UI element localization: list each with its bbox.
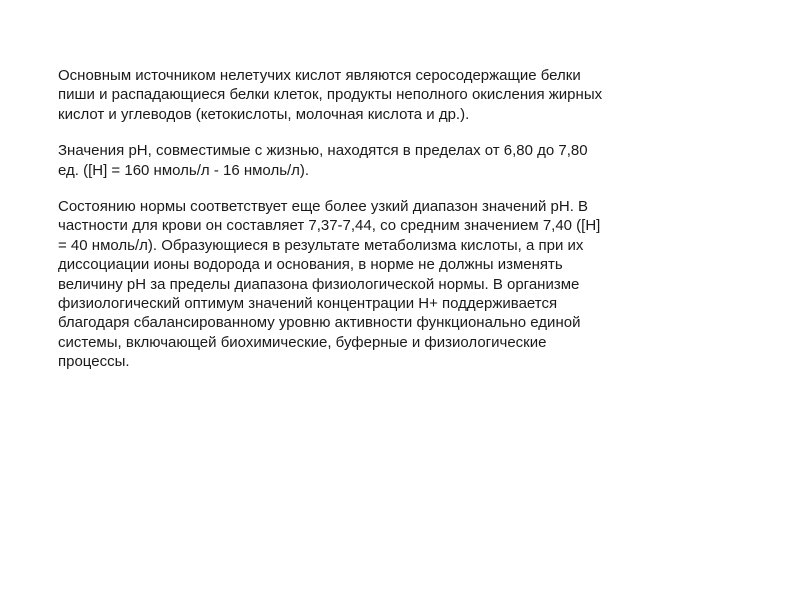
- text-line: процессы.: [58, 353, 130, 371]
- text-line: пиши и распадающиеся белки клеток, продукты неполного окисления жирных: [58, 86, 603, 104]
- text-line: физиологический оптимум значений концентрации Н+ поддерживается: [58, 295, 558, 313]
- text-line: = 40 нмоль/л). Образующиеся в результате метаболизма кислоты, а при их: [58, 236, 584, 254]
- slide-text-body: [58, 66, 738, 372]
- paragraph-nonvolatile-acids: [58, 66, 738, 124]
- text-line: кислот и углеводов (кетокислоты, молочная кислота и др.).: [58, 105, 470, 123]
- paragraph-normal-state: [58, 197, 738, 372]
- text-line: диссоциации ионы водорода и основания, в норме не должны изменять: [58, 256, 563, 274]
- paragraph-ph-range: [58, 141, 738, 180]
- text-line: Состоянию нормы соответствует еще более узкий диапазон значений рН. В: [58, 198, 589, 216]
- text-line: Основным источником нелетучих кислот являются серосодержащие белки: [58, 67, 581, 84]
- text-line: ед. ([Н] = 160 нмоль/л - 16 нмоль/л).: [58, 161, 310, 179]
- text-line: частности для крови он составляет 7,37-7,44, со средним значением 7,40 ([Н]: [58, 217, 601, 235]
- paragraph-spacer: [58, 124, 738, 141]
- text-line: благодаря сбалансированному уровню активности функционально единой: [58, 314, 581, 332]
- paragraph-spacer: [58, 180, 738, 197]
- text-line: системы, включающей биохимические, буферные и физиологические: [58, 333, 547, 351]
- text-line: Значения рН, совместимые с жизнью, находятся в пределах от 6,80 до 7,80: [58, 142, 588, 160]
- text-line: величину рН за пределы диапазона физиологической нормы. В организме: [58, 275, 580, 293]
